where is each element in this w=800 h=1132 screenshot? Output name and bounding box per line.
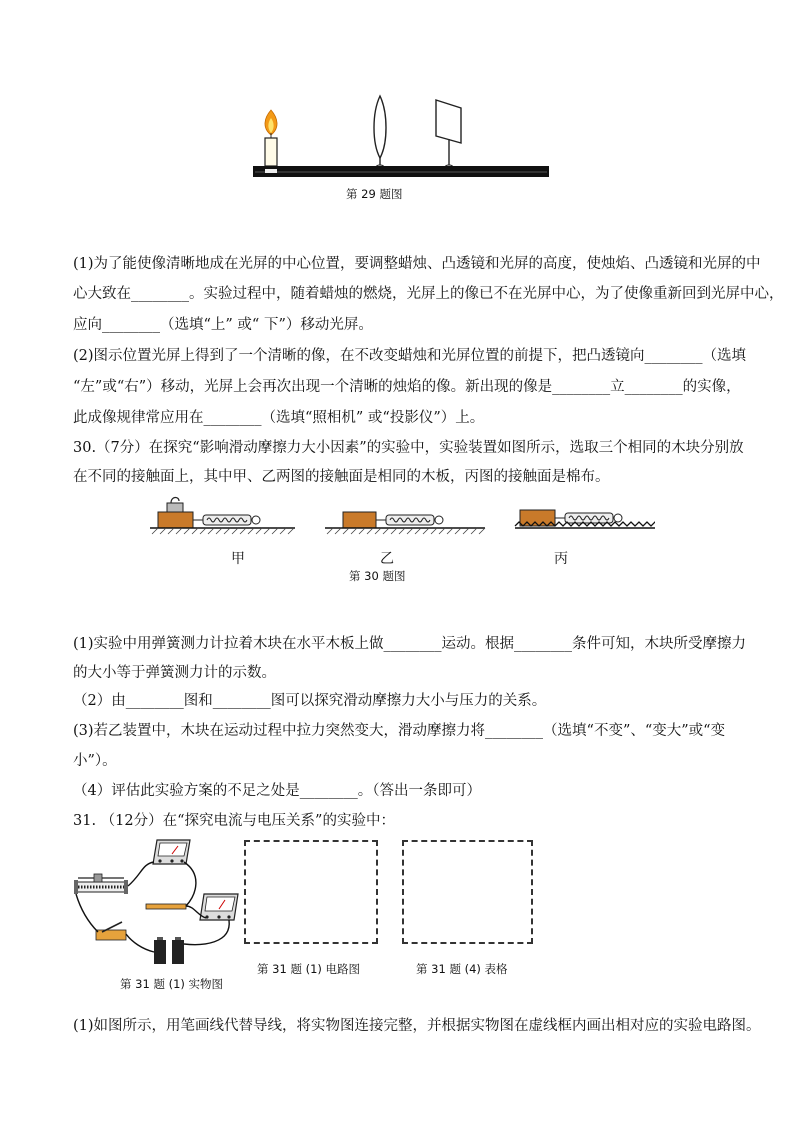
candle-flame-icon <box>265 110 277 138</box>
q29-part1-line3: 应向________（选填“上” 或“ 下”）移动光屏。 <box>73 317 373 333</box>
rheostat-icon <box>74 874 128 894</box>
q31-part1: (1)如图所示，用笔画线代替导线，将实物图连接完整，并根据实物图在虚线框内画出相对应的实验电路图。 <box>73 1018 761 1034</box>
fig31-table-caption: 第 31 题 (4) 表格 <box>416 962 508 976</box>
fig30-caption: 第 30 题图 <box>349 569 406 583</box>
fig30-label-jia: 甲 <box>231 551 245 567</box>
q29-part2-line2: “左”或“右”）移动，光屏上会再次出现一个清晰的烛焰的像。新出现的像是________立________的实像， <box>73 379 741 395</box>
q30-part4: （4）评估此实验方案的不足之处是________。（答出一条即可） <box>73 783 481 799</box>
light-screen-icon <box>436 100 461 169</box>
battery-icon <box>154 937 184 964</box>
setup-jia <box>150 497 295 534</box>
q30-intro-line1: 30.（7分）在探究“影响滑动摩擦力大小因素”的实验中，实验装置如图所示，选取三个相同的木块分别放 <box>73 440 744 456</box>
setup-bing <box>515 510 655 528</box>
resistor-icon <box>146 904 186 909</box>
fig30-friction-setups <box>150 490 655 540</box>
fig29-caption: 第 29 题图 <box>346 187 403 201</box>
voltmeter-icon <box>153 840 190 864</box>
q31-intro: 31. （12分）在“探究电流与电压关系”的实验中： <box>73 813 395 829</box>
q30-part1-line2: 的大小等于弹簧测力计的示数。 <box>73 665 276 681</box>
q30-part2: （2）由________图和________图可以探究滑动摩擦力大小与压力的关系。 <box>73 693 547 709</box>
q30-part3-line2: 小”）。 <box>73 753 117 769</box>
spring-scale-icon <box>193 515 260 525</box>
q29-part1-line2: 心大致在________。实验过程中，随着蜡烛的燃烧，光屏上的像已不在光屏中心，为了使像重新回到光屏中心， <box>73 286 784 302</box>
q29-part2-line1: (2)图示位置光屏上得到了一个清晰的像，在不改变蜡烛和光屏位置的前提下，把凸透镜向________（选填 <box>73 348 747 364</box>
candle-icon <box>265 138 277 166</box>
convex-lens-icon <box>374 96 386 169</box>
switch-icon <box>96 922 126 940</box>
setup-yi <box>325 512 485 534</box>
data-table-box <box>402 840 533 944</box>
q29-part2-line3: 此成像规律常应用在________（选填“照相机” 或“投影仪”）上。 <box>73 410 485 426</box>
fig31-physical-circuit <box>72 834 242 974</box>
fig31-circuit-caption: 第 31 题 (1) 电路图 <box>257 962 361 976</box>
fig29-optical-bench <box>250 88 555 183</box>
weight-icon <box>167 503 183 512</box>
fig31-physical-caption: 第 31 题 (1) 实物图 <box>120 977 224 991</box>
fig30-label-yi: 乙 <box>380 551 394 567</box>
spring-scale-icon <box>555 513 622 523</box>
ammeter-icon <box>200 894 238 920</box>
q30-part3-line1: (3)若乙装置中，木块在运动过程中拉力突然变大，滑动摩擦力将________（选填“不变”、“变大”或“变 <box>73 723 726 739</box>
circuit-diagram-box <box>244 840 378 944</box>
spring-scale-icon <box>376 515 443 525</box>
fig30-label-bing: 丙 <box>554 551 568 567</box>
q30-intro-line2: 在不同的接触面上，其中甲、乙两图的接触面是相同的木板，丙图的接触面是棉布。 <box>73 469 610 485</box>
q29-part1-line1: (1)为了能使像清晰地成在光屏的中心位置，要调整蜡烛、凸透镜和光屏的高度，使烛焰、凸透镜和光屏的中 <box>73 256 761 272</box>
q30-part1-line1: (1)实验中用弹簧测力计拉着木块在水平木板上做________运动。根据________条件可知，木块所受摩擦力 <box>73 636 747 652</box>
